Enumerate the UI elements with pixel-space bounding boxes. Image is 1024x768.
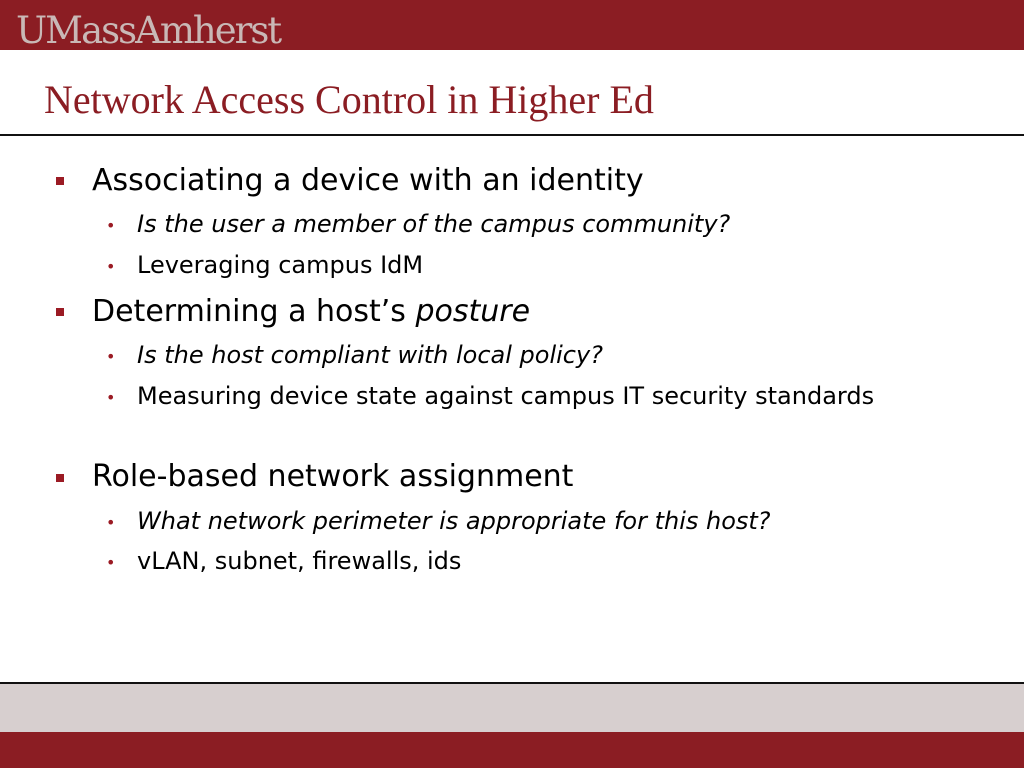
bullet-1-sub-1: Is the user a member of the campus community?	[137, 210, 731, 238]
dot-bullet-icon: •	[106, 347, 116, 366]
bullet-1-sub-2: Leveraging campus IdM	[137, 251, 424, 279]
bullet-3-text: Role-based network assignment	[92, 459, 574, 494]
bottom-band	[0, 732, 1024, 768]
slide-title: Network Access Control in Higher Ed	[44, 77, 654, 122]
header-band	[0, 0, 1024, 50]
square-bullet-icon	[56, 177, 64, 185]
bullet-3-sub-1: What network perimeter is appropriate for this host?	[137, 507, 771, 535]
bullet-2-sub-2: Measuring device state against campus IT security standards	[137, 382, 875, 410]
bullet-2-text	[92, 294, 530, 330]
bullet-2-text-prefix: Determining a host’s	[92, 294, 416, 329]
footer-band	[0, 684, 1024, 732]
dot-bullet-icon: •	[106, 513, 116, 532]
square-bullet-icon	[56, 308, 64, 316]
square-bullet-icon	[56, 474, 64, 482]
bullet-2-text-emphasis: posture	[415, 294, 531, 329]
umass-amherst-logo: UMassAmherst	[16, 9, 281, 52]
bullet-3-sub-2: vLAN, subnet, firewalls, ids	[137, 547, 462, 575]
bullet-1-text: Associating a device with an identity	[92, 163, 644, 198]
title-divider	[0, 134, 1024, 136]
dot-bullet-icon: •	[106, 216, 116, 235]
dot-bullet-icon: •	[106, 388, 116, 407]
dot-bullet-icon: •	[106, 553, 116, 572]
dot-bullet-icon: •	[106, 257, 116, 276]
bullet-2-sub-1: Is the host compliant with local policy?	[137, 341, 603, 369]
